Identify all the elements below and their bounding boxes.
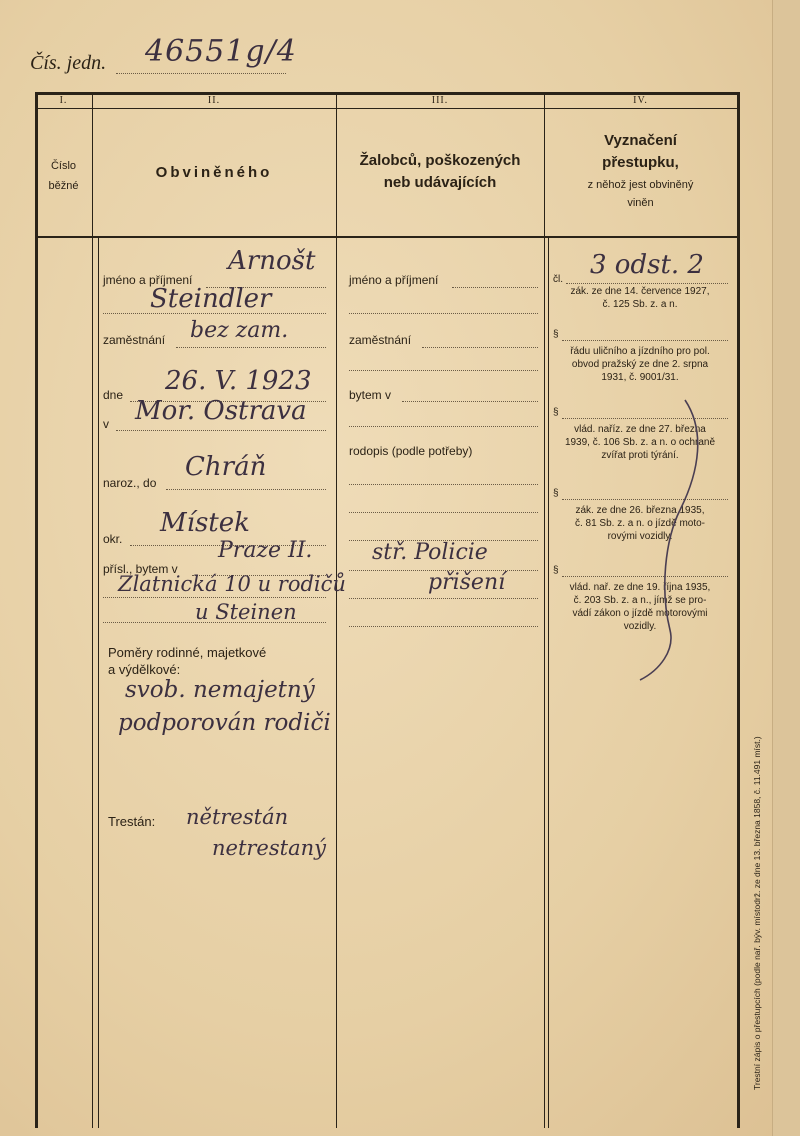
accused-punished-value2: netrestaný: [212, 836, 326, 860]
col2-header: Obviněného: [155, 164, 273, 181]
col2-inner-line: [98, 236, 99, 1128]
accused-district-label: okr.: [103, 532, 123, 546]
col-number-1: I.: [59, 95, 68, 106]
accused-relations-label2: a výdělkové:: [108, 662, 181, 677]
offense-law4-line3: rovými vozidly.: [607, 531, 673, 542]
accused-naroz-value: Chráň: [185, 452, 267, 482]
col1-header: [35, 156, 92, 196]
accused-residence-value2: Zlatnická 10 u rodičů: [118, 572, 346, 596]
plaintiff-name-label: jméno a příjmení: [349, 273, 439, 287]
offense-law1-line1: zák. ze dne 14. července 1927,: [570, 286, 710, 297]
reference-label: Čís. jedn.: [30, 52, 107, 74]
offense-sec2: §: [553, 329, 559, 340]
accused-punished-label: Trestán:: [108, 814, 156, 829]
plaintiff-occupation-line2: [349, 370, 538, 371]
accused-occupation-label: zaměstnání: [103, 333, 166, 347]
accused-relations-value1: svob. nemajetný: [125, 677, 315, 703]
col4-header-line1: Vyznačení: [604, 132, 677, 149]
pencil-stroke: [600, 390, 720, 690]
offense-cl-line: [566, 283, 728, 284]
plaintiff-handwritten1: stř. Policie: [372, 540, 488, 565]
col-number-4: IV.: [633, 95, 648, 106]
offense-law2-line1: řádu uličního a jízdního pro pol.: [570, 346, 710, 357]
plaintiff-occupation-label: zaměstnání: [349, 333, 412, 347]
offense-law3-line1: vlád. naříz. ze dne 27. března: [574, 424, 706, 435]
offense-law5-line3: vádí zákon o jízdě motorovými: [572, 608, 708, 619]
offense-law1-line2: č. 125 Sb. z. a n.: [602, 299, 678, 310]
accused-occupation-value: bez zam.: [190, 318, 289, 343]
col1-header-line1: Číslo: [50, 160, 77, 172]
col4-header: [544, 130, 737, 212]
offense-law1: [548, 285, 732, 311]
numbers-row-border: [35, 108, 737, 109]
col-divider-2: [336, 92, 337, 1128]
col-divider-3: [544, 92, 545, 1128]
offense-sec3: §: [553, 407, 559, 418]
col1-header-line2: běžné: [48, 180, 79, 192]
plaintiff-occupation-line1: [422, 347, 538, 348]
plaintiff-line-a: [349, 484, 538, 485]
col4-header-line2: přestupku,: [602, 154, 679, 171]
accused-last-name: Steindler: [150, 284, 272, 314]
plaintiff-name-line2: [349, 313, 538, 314]
offense-sec5: §: [553, 565, 559, 576]
accused-residence-value1: Praze II.: [218, 538, 313, 563]
accused-relations-label1: Poměry rodinné, majetkové: [108, 645, 267, 660]
plaintiff-line-e: [349, 598, 538, 599]
offense-sec4: §: [553, 488, 559, 499]
table-right-border: [737, 92, 740, 1128]
table-left-border: [35, 92, 38, 1128]
accused-district-value: Místek: [160, 508, 250, 538]
accused-first-name: Arnošt: [228, 246, 316, 276]
accused-born-label: dne: [103, 388, 124, 402]
accused-occupation-line: [176, 347, 326, 348]
plaintiff-name-line1: [452, 287, 538, 288]
offense-law4-line2: č. 81 Sb. z. a n. o jízdě moto-: [574, 518, 706, 529]
accused-name-label: jméno a příjmení: [103, 273, 193, 287]
offense-sec2-line: [562, 340, 728, 341]
accused-residence-line2: [103, 597, 326, 598]
plaintiff-line-f: [349, 626, 538, 627]
plaintiff-residence-label: bytem v: [349, 388, 392, 402]
col-number-3: III.: [431, 95, 449, 106]
col4-header-line4: viněn: [627, 197, 654, 209]
accused-residence-value3: u Steinen: [195, 600, 297, 624]
col3-header-line1: Žalobců, poškozených: [359, 152, 521, 169]
col-divider-1: [92, 92, 93, 1128]
accused-born-place-line: [116, 430, 326, 431]
offense-law2-line2: obvod pražský ze dne 2. srpna: [571, 359, 709, 370]
accused-residence-label: přísl., bytem v: [103, 562, 178, 576]
offense-law2: [548, 345, 732, 384]
offense-law4-line1: zák. ze dne 26. března 1935,: [575, 505, 705, 516]
header-bottom-border: [35, 236, 737, 238]
col3-header-line2: neb udávajících: [383, 174, 497, 191]
accused-relations-label: [108, 644, 266, 678]
col3-header: [336, 150, 544, 194]
col-number-2: II.: [207, 95, 221, 106]
plaintiff-residence-line2: [349, 426, 538, 427]
accused-residence-line3: [103, 622, 326, 623]
offense-law5-line1: vlád. nař. ze dne 19. října 1935,: [569, 582, 711, 593]
accused-punished-value1: nětrestán: [186, 805, 289, 829]
offense-cl-label: čl.: [553, 274, 563, 285]
offense-law3-line2: 1939, č. 106 Sb. z. a n. o ochraně: [564, 437, 716, 448]
offense-law5-line2: č. 203 Sb. z. a n., jímž se pro-: [573, 595, 707, 606]
accused-relations-value2: podporován rodiči: [118, 710, 331, 736]
side-note: Trestní zápis o přestupcích (podle nař. býv. místodrž. ze dne 13. března 1858, č. 11.491 míst.): [752, 736, 762, 1090]
offense-law2-line3: 1931, č. 9001/31.: [601, 372, 679, 383]
page-edge: [772, 0, 800, 1136]
offense-law5-line4: vozidly.: [623, 621, 657, 632]
offense-cl-value: 3 odst. 2: [590, 250, 704, 280]
reference-value: 46551g/4: [145, 34, 297, 69]
offense-law3-line3: zvířat proti týrání.: [601, 450, 679, 461]
accused-born-place-label: v: [103, 417, 109, 431]
plaintiff-rodopis-label: rodopis (podle potřeby): [349, 444, 473, 458]
plaintiff-residence-line1: [402, 401, 538, 402]
plaintiff-line-b: [349, 512, 538, 513]
reference-line: [116, 73, 286, 74]
accused-naroz-line: [166, 489, 326, 490]
plaintiff-handwritten2: přišení: [428, 570, 506, 595]
col4-header-line3: z něhož jest obviněný: [587, 179, 694, 191]
accused-born-place-value: Mor. Ostrava: [135, 396, 307, 426]
accused-born-value: 26. V. 1923: [165, 366, 312, 396]
accused-naroz-label: naroz., do: [103, 476, 157, 490]
